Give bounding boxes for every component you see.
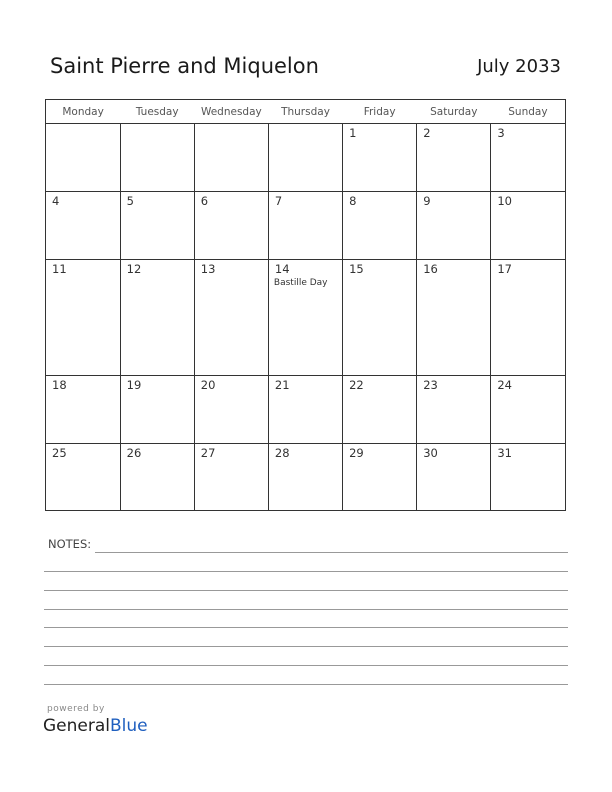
note-line — [44, 665, 568, 666]
day-cell — [194, 192, 268, 260]
day-cell — [417, 444, 491, 510]
week-row — [46, 192, 565, 260]
day-number: 15 — [349, 262, 364, 277]
day-cell — [46, 444, 120, 510]
day-cell — [268, 444, 342, 510]
week-row — [46, 376, 565, 444]
day-cell — [268, 192, 342, 260]
day-number: 27 — [200, 446, 216, 461]
day-cell — [491, 376, 565, 444]
note-line — [44, 590, 568, 591]
day-number: 19 — [126, 378, 142, 393]
day-number: 13 — [200, 262, 216, 277]
day-cell — [46, 376, 120, 444]
day-cell — [194, 444, 268, 510]
note-line — [44, 646, 568, 647]
holiday-label: Bastille Day — [273, 278, 328, 289]
day-cell — [268, 124, 342, 192]
brand-logo[interactable] — [43, 716, 148, 736]
day-cell — [194, 124, 268, 192]
note-line — [44, 684, 568, 685]
day-number: 14 — [274, 262, 290, 277]
day-number: 10 — [497, 194, 512, 209]
weekday-header: Thursday — [268, 100, 342, 124]
day-cell — [343, 124, 417, 192]
day-number: 20 — [200, 378, 216, 393]
day-number — [121, 124, 194, 126]
day-cell — [268, 376, 342, 444]
weekday-header: Sunday — [491, 100, 565, 124]
note-line — [44, 627, 568, 628]
day-number: 30 — [423, 446, 438, 461]
day-number: 3 — [497, 126, 505, 140]
day-number: 29 — [349, 446, 364, 461]
week-row — [46, 260, 565, 376]
day-number: 21 — [274, 378, 290, 393]
day-cell — [417, 260, 491, 376]
day-cell — [120, 444, 194, 510]
day-number: 12 — [126, 262, 142, 277]
day-number: 22 — [349, 378, 364, 393]
day-cell — [343, 192, 417, 260]
week-row — [46, 124, 565, 192]
day-number: 25 — [52, 446, 67, 461]
powered-by-label: powered by — [47, 704, 105, 714]
day-cell — [46, 192, 120, 260]
note-line — [44, 571, 568, 572]
day-cell — [120, 376, 194, 444]
brand-blue: Blue — [110, 716, 148, 736]
note-line — [95, 552, 568, 553]
day-number: 11 — [52, 262, 67, 277]
day-cell — [194, 376, 268, 444]
day-number: 9 — [423, 194, 431, 209]
day-cell — [417, 124, 491, 192]
day-cell — [417, 192, 491, 260]
weekday-header: Wednesday — [194, 100, 268, 124]
day-cell — [417, 376, 491, 444]
day-number: 31 — [497, 446, 512, 461]
day-cell — [343, 444, 417, 510]
day-number: 6 — [200, 194, 209, 209]
brand-general: General — [43, 716, 110, 736]
day-cell — [120, 124, 194, 192]
day-cell — [46, 124, 120, 192]
day-cell — [120, 260, 194, 376]
day-number: 24 — [497, 378, 512, 393]
note-line — [44, 609, 568, 610]
day-cell — [194, 260, 268, 376]
day-number: 5 — [126, 194, 134, 209]
day-number: 18 — [52, 378, 67, 393]
day-cell — [491, 192, 565, 260]
weekday-header: Monday — [46, 100, 120, 124]
day-number: 16 — [423, 262, 438, 277]
day-cell — [46, 260, 120, 376]
day-number: 1 — [349, 126, 357, 140]
day-number: 28 — [274, 446, 290, 461]
day-cell — [268, 260, 342, 376]
calendar-month: July 2033 — [477, 56, 561, 77]
calendar-grid — [45, 99, 566, 511]
weekday-header: Saturday — [417, 100, 491, 124]
day-cell — [343, 376, 417, 444]
week-row — [46, 444, 565, 510]
day-cell — [491, 124, 565, 192]
weekday-header-row — [46, 100, 565, 124]
day-number: 23 — [423, 378, 438, 393]
day-number — [46, 124, 120, 126]
weekday-header: Tuesday — [120, 100, 194, 124]
day-cell — [120, 192, 194, 260]
day-number: 7 — [274, 194, 283, 209]
day-number: 26 — [126, 446, 142, 461]
weekday-header: Friday — [343, 100, 417, 124]
notes-label: NOTES: — [48, 537, 92, 551]
calendar-title: Saint Pierre and Miquelon — [50, 54, 319, 78]
day-number — [195, 124, 268, 126]
day-number: 2 — [423, 126, 431, 140]
day-number: 4 — [52, 194, 60, 209]
day-cell — [491, 444, 565, 510]
day-number: 17 — [497, 262, 512, 277]
day-number — [269, 124, 342, 126]
day-cell — [491, 260, 565, 376]
day-number: 8 — [349, 194, 357, 209]
day-cell — [343, 260, 417, 376]
